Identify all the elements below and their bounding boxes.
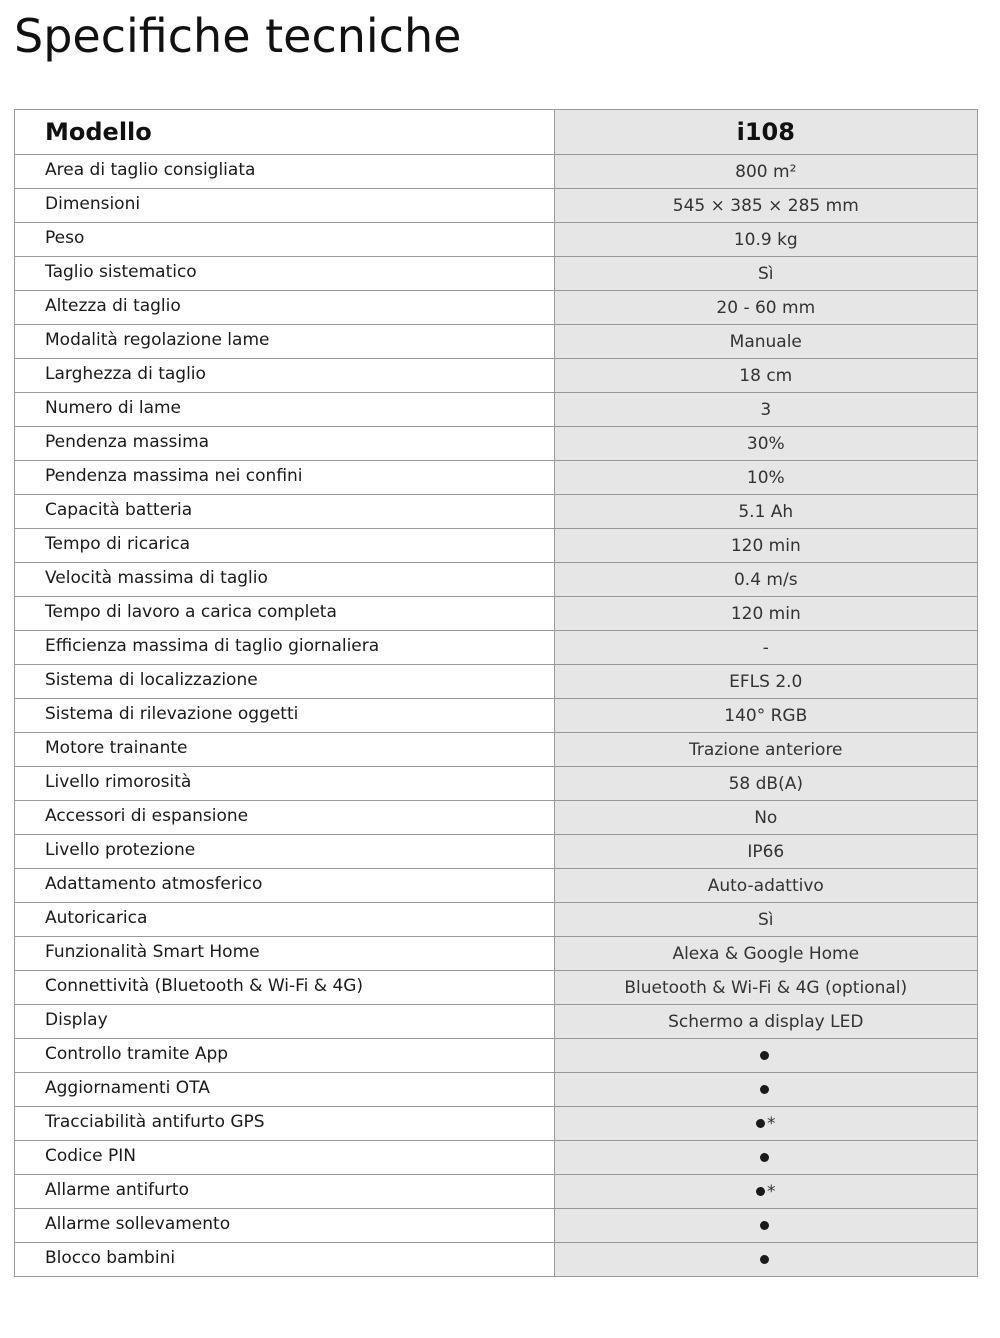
- table-row: [15, 325, 978, 359]
- spec-value: Sì: [554, 257, 977, 291]
- spec-label: Altezza di taglio: [15, 291, 555, 325]
- spec-value: 10.9 kg: [554, 223, 977, 257]
- spec-label: Codice PIN: [15, 1141, 555, 1175]
- spec-label: Sistema di rilevazione oggetti: [15, 699, 555, 733]
- spec-value: 58 dB(A): [554, 767, 977, 801]
- bullet-icon: [760, 1255, 769, 1264]
- spec-value: 120 min: [554, 529, 977, 563]
- spec-value: Sì: [554, 903, 977, 937]
- spec-value: 30%: [554, 427, 977, 461]
- table-row: [15, 937, 978, 971]
- table-row: [15, 155, 978, 189]
- spec-value: Alexa & Google Home: [554, 937, 977, 971]
- table-row: [15, 903, 978, 937]
- table-row: [15, 495, 978, 529]
- spec-value: 20 - 60 mm: [554, 291, 977, 325]
- spec-value: Manuale: [554, 325, 977, 359]
- spec-label: Area di taglio consigliata: [15, 155, 555, 189]
- table-row: [15, 291, 978, 325]
- table-row: [15, 699, 978, 733]
- spec-label: Adattamento atmosferico: [15, 869, 555, 903]
- spec-label: Blocco bambini: [15, 1243, 555, 1277]
- spec-label: Larghezza di taglio: [15, 359, 555, 393]
- bullet-icon: [760, 1153, 769, 1162]
- spec-label: Tracciabilità antifurto GPS: [15, 1107, 555, 1141]
- spec-label: Taglio sistematico: [15, 257, 555, 291]
- spec-label: Motore trainante: [15, 733, 555, 767]
- spec-table: [14, 109, 978, 1277]
- spec-label: Dimensioni: [15, 189, 555, 223]
- spec-value: No: [554, 801, 977, 835]
- table-row: [15, 631, 978, 665]
- table-row: [15, 1243, 978, 1277]
- spec-label: Efficienza massima di taglio giornaliera: [15, 631, 555, 665]
- spec-value: [554, 1209, 977, 1243]
- spec-label: Funzionalità Smart Home: [15, 937, 555, 971]
- page-title: Specifiche tecniche: [14, 9, 462, 63]
- spec-value: 800 m²: [554, 155, 977, 189]
- spec-label: Allarme antifurto: [15, 1175, 555, 1209]
- bullet-icon: [760, 1051, 769, 1060]
- spec-value: Trazione anteriore: [554, 733, 977, 767]
- table-row: [15, 1141, 978, 1175]
- spec-label: Aggiornamenti OTA: [15, 1073, 555, 1107]
- table-row: [15, 257, 978, 291]
- header-label: Modello: [15, 110, 555, 155]
- bullet-icon: [756, 1187, 765, 1196]
- bullet-icon: [756, 1119, 765, 1128]
- spec-value: 18 cm: [554, 359, 977, 393]
- table-row: [15, 461, 978, 495]
- spec-label: Tempo di lavoro a carica completa: [15, 597, 555, 631]
- spec-label: Sistema di localizzazione: [15, 665, 555, 699]
- table-row: [15, 563, 978, 597]
- spec-value: 10%: [554, 461, 977, 495]
- spec-label: Livello rimorosità: [15, 767, 555, 801]
- table-row: [15, 1073, 978, 1107]
- spec-value: 140° RGB: [554, 699, 977, 733]
- table-header-row: [15, 110, 978, 155]
- footnote-marker: *: [767, 1113, 776, 1134]
- table-row: [15, 1175, 978, 1209]
- spec-label: Capacità batteria: [15, 495, 555, 529]
- spec-value: [554, 1141, 977, 1175]
- spec-value: Schermo a display LED: [554, 1005, 977, 1039]
- spec-value: Bluetooth & Wi-Fi & 4G (optional): [554, 971, 977, 1005]
- spec-value: Auto-adattivo: [554, 869, 977, 903]
- spec-value: 5.1 Ah: [554, 495, 977, 529]
- spec-label: Connettività (Bluetooth & Wi-Fi & 4G): [15, 971, 555, 1005]
- spec-value: EFLS 2.0: [554, 665, 977, 699]
- spec-label: Display: [15, 1005, 555, 1039]
- spec-value: 545 × 385 × 285 mm: [554, 189, 977, 223]
- table-row: [15, 529, 978, 563]
- spec-value: IP66: [554, 835, 977, 869]
- bullet-icon: [760, 1221, 769, 1230]
- table-row: [15, 1209, 978, 1243]
- spec-label: Pendenza massima: [15, 427, 555, 461]
- table-row: [15, 359, 978, 393]
- table-row: [15, 835, 978, 869]
- table-row: [15, 1107, 978, 1141]
- table-row: [15, 733, 978, 767]
- bullet-icon: [760, 1085, 769, 1094]
- spec-value: [554, 1039, 977, 1073]
- spec-label: Peso: [15, 223, 555, 257]
- spec-label: Tempo di ricarica: [15, 529, 555, 563]
- spec-value: 120 min: [554, 597, 977, 631]
- table-row: [15, 1005, 978, 1039]
- spec-value: [554, 1175, 977, 1209]
- table-row: [15, 767, 978, 801]
- spec-value: 0.4 m/s: [554, 563, 977, 597]
- table-row: [15, 189, 978, 223]
- table-row: [15, 427, 978, 461]
- spec-label: Pendenza massima nei confini: [15, 461, 555, 495]
- table-row: [15, 223, 978, 257]
- table-row: [15, 665, 978, 699]
- spec-label: Accessori di espansione: [15, 801, 555, 835]
- spec-value: [554, 1073, 977, 1107]
- table-row: [15, 801, 978, 835]
- table-row: [15, 869, 978, 903]
- table-row: [15, 597, 978, 631]
- spec-label: Livello protezione: [15, 835, 555, 869]
- table-row: [15, 393, 978, 427]
- spec-label: Autoricarica: [15, 903, 555, 937]
- spec-label: Allarme sollevamento: [15, 1209, 555, 1243]
- spec-label: Numero di lame: [15, 393, 555, 427]
- spec-value: -: [554, 631, 977, 665]
- footnote-marker: *: [767, 1181, 776, 1202]
- spec-label: Velocità massima di taglio: [15, 563, 555, 597]
- header-model-value: i108: [554, 110, 977, 155]
- spec-value: [554, 1243, 977, 1277]
- spec-label: Modalità regolazione lame: [15, 325, 555, 359]
- spec-value: 3: [554, 393, 977, 427]
- table-row: [15, 971, 978, 1005]
- spec-value: [554, 1107, 977, 1141]
- spec-label: Controllo tramite App: [15, 1039, 555, 1073]
- table-row: [15, 1039, 978, 1073]
